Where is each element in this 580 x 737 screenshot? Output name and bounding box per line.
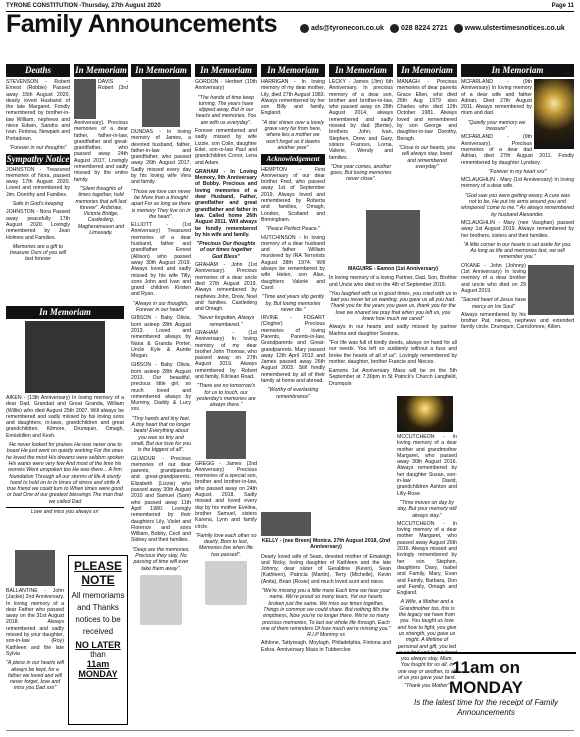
column-7 <box>397 64 457 204</box>
verse-gilmour: "Deep are the memories, Precious they stay, No passing of time will ever take them away". <box>132 546 190 572</box>
notice-johnston-2: JOHNSTON - Nora Passed away peacefully 17th August 2020. Lovingly remembered by Jean Holmes and Families. <box>6 209 70 241</box>
footer-rule <box>6 730 574 731</box>
dundas-photo <box>142 79 180 127</box>
notice-johnston-1: JOHNSTON - Treasured memories of Nora, passed away 17th August 2020. Loved and remembered by Jim, Dorothy and Families. <box>6 166 70 198</box>
candle-image <box>397 396 453 432</box>
notice-maguire-3: "For life was full of kindly deeds, always on hand for all our needs. You left so suddenly without a fuss and broke the hearts of all of us". Lovingly remembered by mother, daughter, brother Francie and Nieces. <box>329 339 457 365</box>
notice-stevenson: STEVENSON - Robert Ernest (Robbie) Passed away 15th August 2020, dearly loved Husband of the late Margaret. Fondly remembered by brother-in-law William, nephews and niece Edwin, Sandra and Ivan. Fintona, Newpark and Portadown. <box>6 79 70 142</box>
verse-stevenson: "Forever in our thoughts" <box>9 144 67 151</box>
please-note-card <box>68 555 128 725</box>
verse-gregg: "Family love each other so dearly, Born to last, Memories live when life has passed". <box>195 532 257 558</box>
notice-gilmour: GILMOUR - Precious memories of our dear parents, grandparents and great-grandparents, Elizabeth (Lizzie) who passed away 30th August 2010 and Samuel (Sam) who passed away 11th April 1980. Lovingly remembered by their daughters Lily, Violet and Florence and sons William, Bobby, Cecil and Sidney and their families. <box>131 455 191 544</box>
verse-ballantine: "A piece in our hearts will always be kept, for a father we loved and will never forget, love and miss you Dad xxx" <box>6 660 64 692</box>
bible-image-2 <box>205 561 247 605</box>
verse-kelly: "We're missing you a little more Each time we hear your name, We're proud so many tears, Yet our hearts broken just the same, We miss our times together, Things in common we could share. But nothing fills the emptiness, Now you're no longer there. We're so many precious memories, To last our whole life through, Each one of them reminders Of how much we're missing you." R.I.P Mommy xx <box>261 588 391 639</box>
phone-contact[interactable]: 028 8224 2721 <box>390 24 448 33</box>
notice-kelly-heading: KELLY - (nee Breen) Monica. 27th August 2018, (2nd Anniversary) <box>261 538 391 551</box>
notice-maguire-body: In loving memory of a loving Partner, Dad, Son, Brother and Uncle who died on the 4th of September 2019. <box>329 275 457 288</box>
notice-aiken: AIKEN - (13th Anniversary) In loving memory of a dear Dad, Grandad and Great Granda, William (Willie) who died August 25th 2007. Will always be remembered and sadly missed by his loving sons and daughters, in-laws, grandchildren and great grandchildren, Kilmore, Drumquin, Omagh, Enniskillen and Kesh. <box>6 395 124 439</box>
notice-kelly: Dearly loved wife of Sean, devoted mother of Emaleigh and Nicky, loving daughter of Kathleen and the late Johnny, dear sister of Geraldine (Kevin), Sean (Kathleen), Patricia (Martin), Terry (Michelle), Kevin (Anita), Brian (Rosie) and much loved aunt and niece. <box>261 553 391 585</box>
verse-mccutcheon-2: A Wife, a Mother and a Grandmother too, this is the legacy we have from you. You taught us love and how to fight, you give us strength, you gave us might. A lifetime of personal and gift, you led us so find and in our heart you always stay. Mum, You fought for us all, in one way or another, to all of us you gave your best. <box>397 599 457 681</box>
deadline-text: Is the latest time for the receipt of Family Announcements <box>413 698 559 717</box>
notice-maguire-2: Always in our hearts and sadly missed by partner Martina and daughter Seanna. <box>329 324 457 337</box>
note-than: than <box>90 650 106 659</box>
notice-mclaughlin-2: MCLAUGHLIN - Mary (nee Vaughan) passed away 1st August 2019. Always remembered by her brothers, sisters and their families. <box>461 219 574 239</box>
in-memoriam-header-3: In Memoriam <box>131 64 191 77</box>
notice-hutchinson: HUTCHINSON - In loving memory of a dear husband and father William murdered by IRA Terrorists August 28th 1974. Will always be remembered by wife Helen, son Alan, daughters Valerie and Carol. <box>261 234 325 291</box>
notice-elliott: ELLIOTT - (1st Anniversary) Treasured memories of a dear husband, father and grandfather Ernest (Allison) who passed away 30th August 2019. Always loved and sadly missed by his wife Tilly, sons John and Ivan and grand children Kirsten and Ryan. <box>131 222 191 298</box>
notice-lecky: LECKY - James (Jim) 6th Anniversary. In precious memory of a dear son, brother and brother-in-law, who passed away on 28th August 2014, always remembered and sadly missed by dad (Bertie), brothers John, Ivan, Stephen, Drew and Gary, sisters Frances, Lorna, Valerie, Wendy and families. <box>329 79 393 161</box>
in-memoriam-header-7: In Memoriam <box>397 64 457 77</box>
kelly-photo <box>261 512 311 536</box>
notice-irvine: IRVINE - FOGART (Clogher) Precious memories of loving Parents, Parents-in-law, Grandparents and Great-grandparents. Mary passed away 12th April 2012 and James passed away 26th August 2003. Still fondly remembered by all of their family at home and abroad. <box>261 315 325 385</box>
davis-photo <box>74 79 96 119</box>
kelly-block <box>261 510 391 732</box>
verse-irvine: "Worthy of everlasting remembrance" <box>267 387 319 400</box>
notice-mcfarland-2: MCFARLAND - (9th Anniversary). Precious memories of a dear dad Adrian, died 27th August 2011. Fondly remembered by daughter Lyndsey. <box>461 134 574 166</box>
deadline-time: 11am on <box>451 658 521 677</box>
notice-maguire: MAGUIRE - Eamon (1st Anniversary) <box>347 266 439 272</box>
notice-mclaughlin-1: MCLAUGHLIN - Mary (1st Anniversary) In loving memory of a dear wife. <box>461 177 574 190</box>
notice-gibson-2: GIBSON - Baby Olivia, born asleep 28th August 2013. Our beautiful, precious little girl, so much loved and remembered always by Mummy, Daddy & Lucy xxx. <box>131 362 191 413</box>
thanks-mccutcheon-2: "Thank you Mother" <box>404 683 450 690</box>
verse-gordon: "The hands of time keep turning, The years have slipped away, But in our hearts and memories, You are with us everyday". <box>195 94 257 126</box>
notice-harrigan: HARRIGAN - In loving memory of my dear mother, Lily, died 27th August 1983. Always remembered by her son Billy and family, England. <box>261 79 325 117</box>
notice-hempton: HEMPTON - First Anniversary of our dear brother Fred, who passed away 1st of September 2019. Always loved and remembered by Roberta and families, Omagh, London, Scotland and Birmingham. <box>261 166 325 223</box>
verse-aiken: 'He never looked for praises He was never one to boast He just went on quietly working For the ones he loved the most His dreams were seldom spoken His wants were very few And most of the time his worries Went unspoken too He was there... A firm foundation Through all our storms of life A sturdy hand to hold on to In times of stress and strife A true friend we could turn to When times were good or bad One of our greatest blessings The man that we called Dad <box>6 442 124 505</box>
notice-davis: DAVIS - Robert (3rd Anniversary). Precious memories of a dear father, father-in-law, grandfather and great-grandfather, who passed away 24th August 2017. Lovingly remembered and sadly missed by the entire family. <box>74 79 128 183</box>
notice-graham-3: GRAHAM - (1st Anniversary) In loving memory of my dear brother John Thomas, who passed away on 27th August 2019. Always remembered by Robert and family, Kilclean Road. <box>195 329 257 381</box>
verse-dundas: "Those we love can never be More than a thought apart For as long as there is memory They live on in the heart". <box>131 188 191 220</box>
verse-elliott: "Always in our thoughts, Forever in our hearts" <box>133 300 189 314</box>
phone-icon <box>390 24 399 33</box>
page-title: Family Announcements <box>6 10 278 38</box>
notice-managh: MANAGH - Precious memories of dear parents Grace Ellen, who died 26th Aug 1979 also Charles who died 12th October 1981. Always loved and remembered by son George and daughter-in-law Dorothy, Beragh. <box>397 79 457 142</box>
note-title-1: PLEASE <box>73 559 122 573</box>
verse-johnston-1: Safe in God's keeping <box>12 201 64 208</box>
notice-gibson-1: GIBSON - Baby Olivia, born asleep 28th August 2013. Loved and remembered always by Nana & Granda Porter, Uncle Kyle & Auntie Megan. <box>131 315 191 360</box>
masthead: TYRONE CONSTITUTION -Thursday, 27th August 2020 <box>6 3 161 9</box>
maguire-photo <box>366 210 420 264</box>
verse-lecky: "One year comes, another goes, But loving memories never close". <box>330 163 392 183</box>
verse-graham-2: "Never forgotten, Always remembered." <box>197 315 255 328</box>
page-number: Page 11 <box>551 3 574 9</box>
note-body: All memoriams and Thanks notices to be received <box>71 591 125 636</box>
verse-mccutcheon-1: "Time moves on day by day, But your memory will always stay." <box>397 499 457 519</box>
notice-graham-2: GRAHAM - John (1st Anniversary). Precious memories of a dear uncle died 27th August 2019. Always remembered by nephews John, Drew, Noel and families. Castlederg and Omagh. <box>195 262 257 313</box>
note-time: 11am MONDAY <box>78 659 118 679</box>
notice-mccutcheon-2: MCCUTCHEON - In loving memory of a dear mother Margaret, who passed away August 26th 2016. Always missed and lovingly remembered by her son Stephen, daughters Davy, Isabel and Family, Mary, Evan and Family, Barbara, Don and Family, Omagh and England. <box>397 520 457 597</box>
email-icon <box>300 24 309 33</box>
in-memoriam-header-1: In Memoriam <box>6 306 124 319</box>
ballantine-photo <box>15 550 55 586</box>
verse-mcfarland-2: "Forever in my heart xxx" <box>488 168 547 175</box>
deadline-box <box>396 652 576 732</box>
in-memoriam-header-5: In Memoriam <box>261 64 325 77</box>
verse-gibson-2: "Tiny hands and tiny feet, A tiny heart that no longer beats! Everything about you was so tiny and small, But our love for you is the biggest of all". <box>131 415 191 454</box>
notice-okane-2: Always remembered by his brother Pat, nieces, nephews and extended family circle. Drumquin, Carrickmore, Killen. <box>461 311 574 331</box>
in-memoriam-header-8: In Memoriam <box>461 64 574 77</box>
sympathy-header: Sympathy Notice <box>6 154 70 165</box>
note-no-later: NO LATER <box>75 640 121 650</box>
note-title-2: NOTE <box>81 573 115 587</box>
verse-johnston-2: Memories are a gift to treasure Ours of you will last forever <box>10 243 66 263</box>
column-8 <box>461 64 574 646</box>
verse-hempton: "Peace Perfect Peace." <box>266 226 320 233</box>
web-icon <box>454 24 463 33</box>
email-contact[interactable]: ads@tyronecon.co.uk <box>300 24 384 33</box>
notice-maguire-4: Eamons 1st Anniversary Mass will be on the 5th September at 7.30pm in St Patrick's Church Langfield, Drumquin <box>329 368 457 387</box>
verse-mclaughlin-2: "A little corner in our hearts is set aside for you. As long as life and memories last, we will remember you." <box>463 241 572 261</box>
notice-gordon-2: Forever remembered and sadly missed by wife Lizzie, son Colin, daughter Edel, son-in-law Paul and grandchildren Conor, Lena and Adam. <box>195 128 257 166</box>
verse-aiken-2: Love and miss you always xx' <box>6 507 124 515</box>
ballantine-block <box>6 548 64 732</box>
verse-graham-3: "There are no tomorrow's for us to touch, our yesterday's memories are always there." <box>196 383 256 409</box>
bible-image <box>140 575 182 625</box>
column-3 <box>131 64 191 732</box>
column-6 <box>329 64 393 214</box>
verse-graham-1: "Precious Our thoughts of our times together God Bless" <box>196 241 256 260</box>
notice-graham-1: GRAHAM - In Loving Memory, 9th Anniversary of Bobby. Precious and loving memories of a dear Husband, Father, grandfather and great grandfather and father in law. Called home 26th August 2011. Will always be fondly remembered by his wife and family. <box>195 168 257 238</box>
verse-mclaughlin-1: "God saw you were getting weary, A cure was not to be, He put his arms around you and whispered 'come to me.'" As always remembered by husband Alexander. <box>461 192 574 218</box>
acknowledgement-header: Acknowledgement <box>261 154 325 164</box>
notice-gordon: GORDON - Herbert (10th Anniversary) <box>195 79 257 92</box>
notice-ballantine: BALLANTINE - John (Jackie) 2nd Anniversary. In loving memory of a dear Father who passed away on the 31st August 2018. Always remembered and sadly missed by your daughter, son-in-law (Roy) Kathleen and the late Sylvia <box>6 588 64 657</box>
verse-maguire: "You laughed with us in good times, you cried with us in bad you never let us wanting, you gave us all you had. Thank you for the years you gave us, thank you for the love we shared we pray that when you left us, you knew how much we cared" <box>329 290 457 323</box>
verse-davis: "Silent thoughts of times together, hold memories that will last forever". Ardstraw, Victoria Bridge, Castlederg, Magheramason and Limavady. <box>75 185 127 237</box>
verse-mcfarland-1: "Quietly your memory we treasure" <box>467 119 526 133</box>
deadline-day: MONDAY <box>449 678 523 697</box>
notice-mccutcheon-1: MCCUTCHEON - In loving memory of a dear mother and grandmother Margaret, who passed away 30th August 2016. Always remembered by her daughter Susan, son-in-law David, grandchildren Ashton and Lilly-Rose. <box>397 434 457 497</box>
column-4 <box>195 64 257 732</box>
in-memoriam-header-4: In Memoriam <box>195 64 257 77</box>
deaths-header: Deaths <box>6 64 70 77</box>
notice-mcfarland-1: MCFARLAND - (9th Anniversary) In loving memory of a dear wife and father Adrian, Died 27th August 2011. Always remembered by mum and dad. <box>461 79 532 117</box>
web-contact[interactable]: www.ulstertimesnotices.co.uk <box>454 24 565 33</box>
candle-image-2 <box>534 79 574 149</box>
notice-dundas: DUNDAS - In loving memory of James, a devoted husband, father, father-in-law and grandfather, who passed away 26th August 2017. Sadly missed every day by his loving wife Vera and family. <box>131 129 191 186</box>
notice-gregg: GREGG - James (2nd Anniversary) Precious memories of a special son, brother and brother-in-law, who passed away on 24th August, 2018. Sadly missed and loved every day by his mother Evelina, brother Samuel, sisters Karena, Lynn and family circle. <box>195 460 257 530</box>
in-memoriam-header-2: In Memoriam <box>75 65 127 75</box>
gregg-photo <box>206 411 246 459</box>
column-5 <box>261 64 325 524</box>
notice-okane: O'KANE - John (Johnny) (1st Anniversary) In loving memory of a dear brother and uncle who died on 29 August 2019. <box>461 262 526 294</box>
okane-photo <box>528 265 574 315</box>
verse-managh: "Close to our hearts, you will always stay, loved and remembered everyday" <box>398 144 456 170</box>
in-memoriam-header-6: In Memoriam <box>329 64 393 77</box>
verse-harrigan: "A star shines over a lovely grave very far from here, where lies a mother we won't forget as it dawns another year" <box>261 119 325 151</box>
verse-okane: "Sacred heart of Jesus have mercy on his Soul" <box>461 297 526 310</box>
mccutcheon-block <box>397 396 457 696</box>
column-2 <box>74 64 128 304</box>
verse-hutchinson: "Time and years slip gently by, But loving memories never die." <box>261 294 325 313</box>
aiken-photo <box>25 321 105 393</box>
notice-kelly-end: Athlone, Tattyreagh, Moylagh, Philadelphia, Fintona and Eskra. Anniversary Mass in Tubbercloe <box>261 640 391 653</box>
contact-bar <box>300 24 565 33</box>
